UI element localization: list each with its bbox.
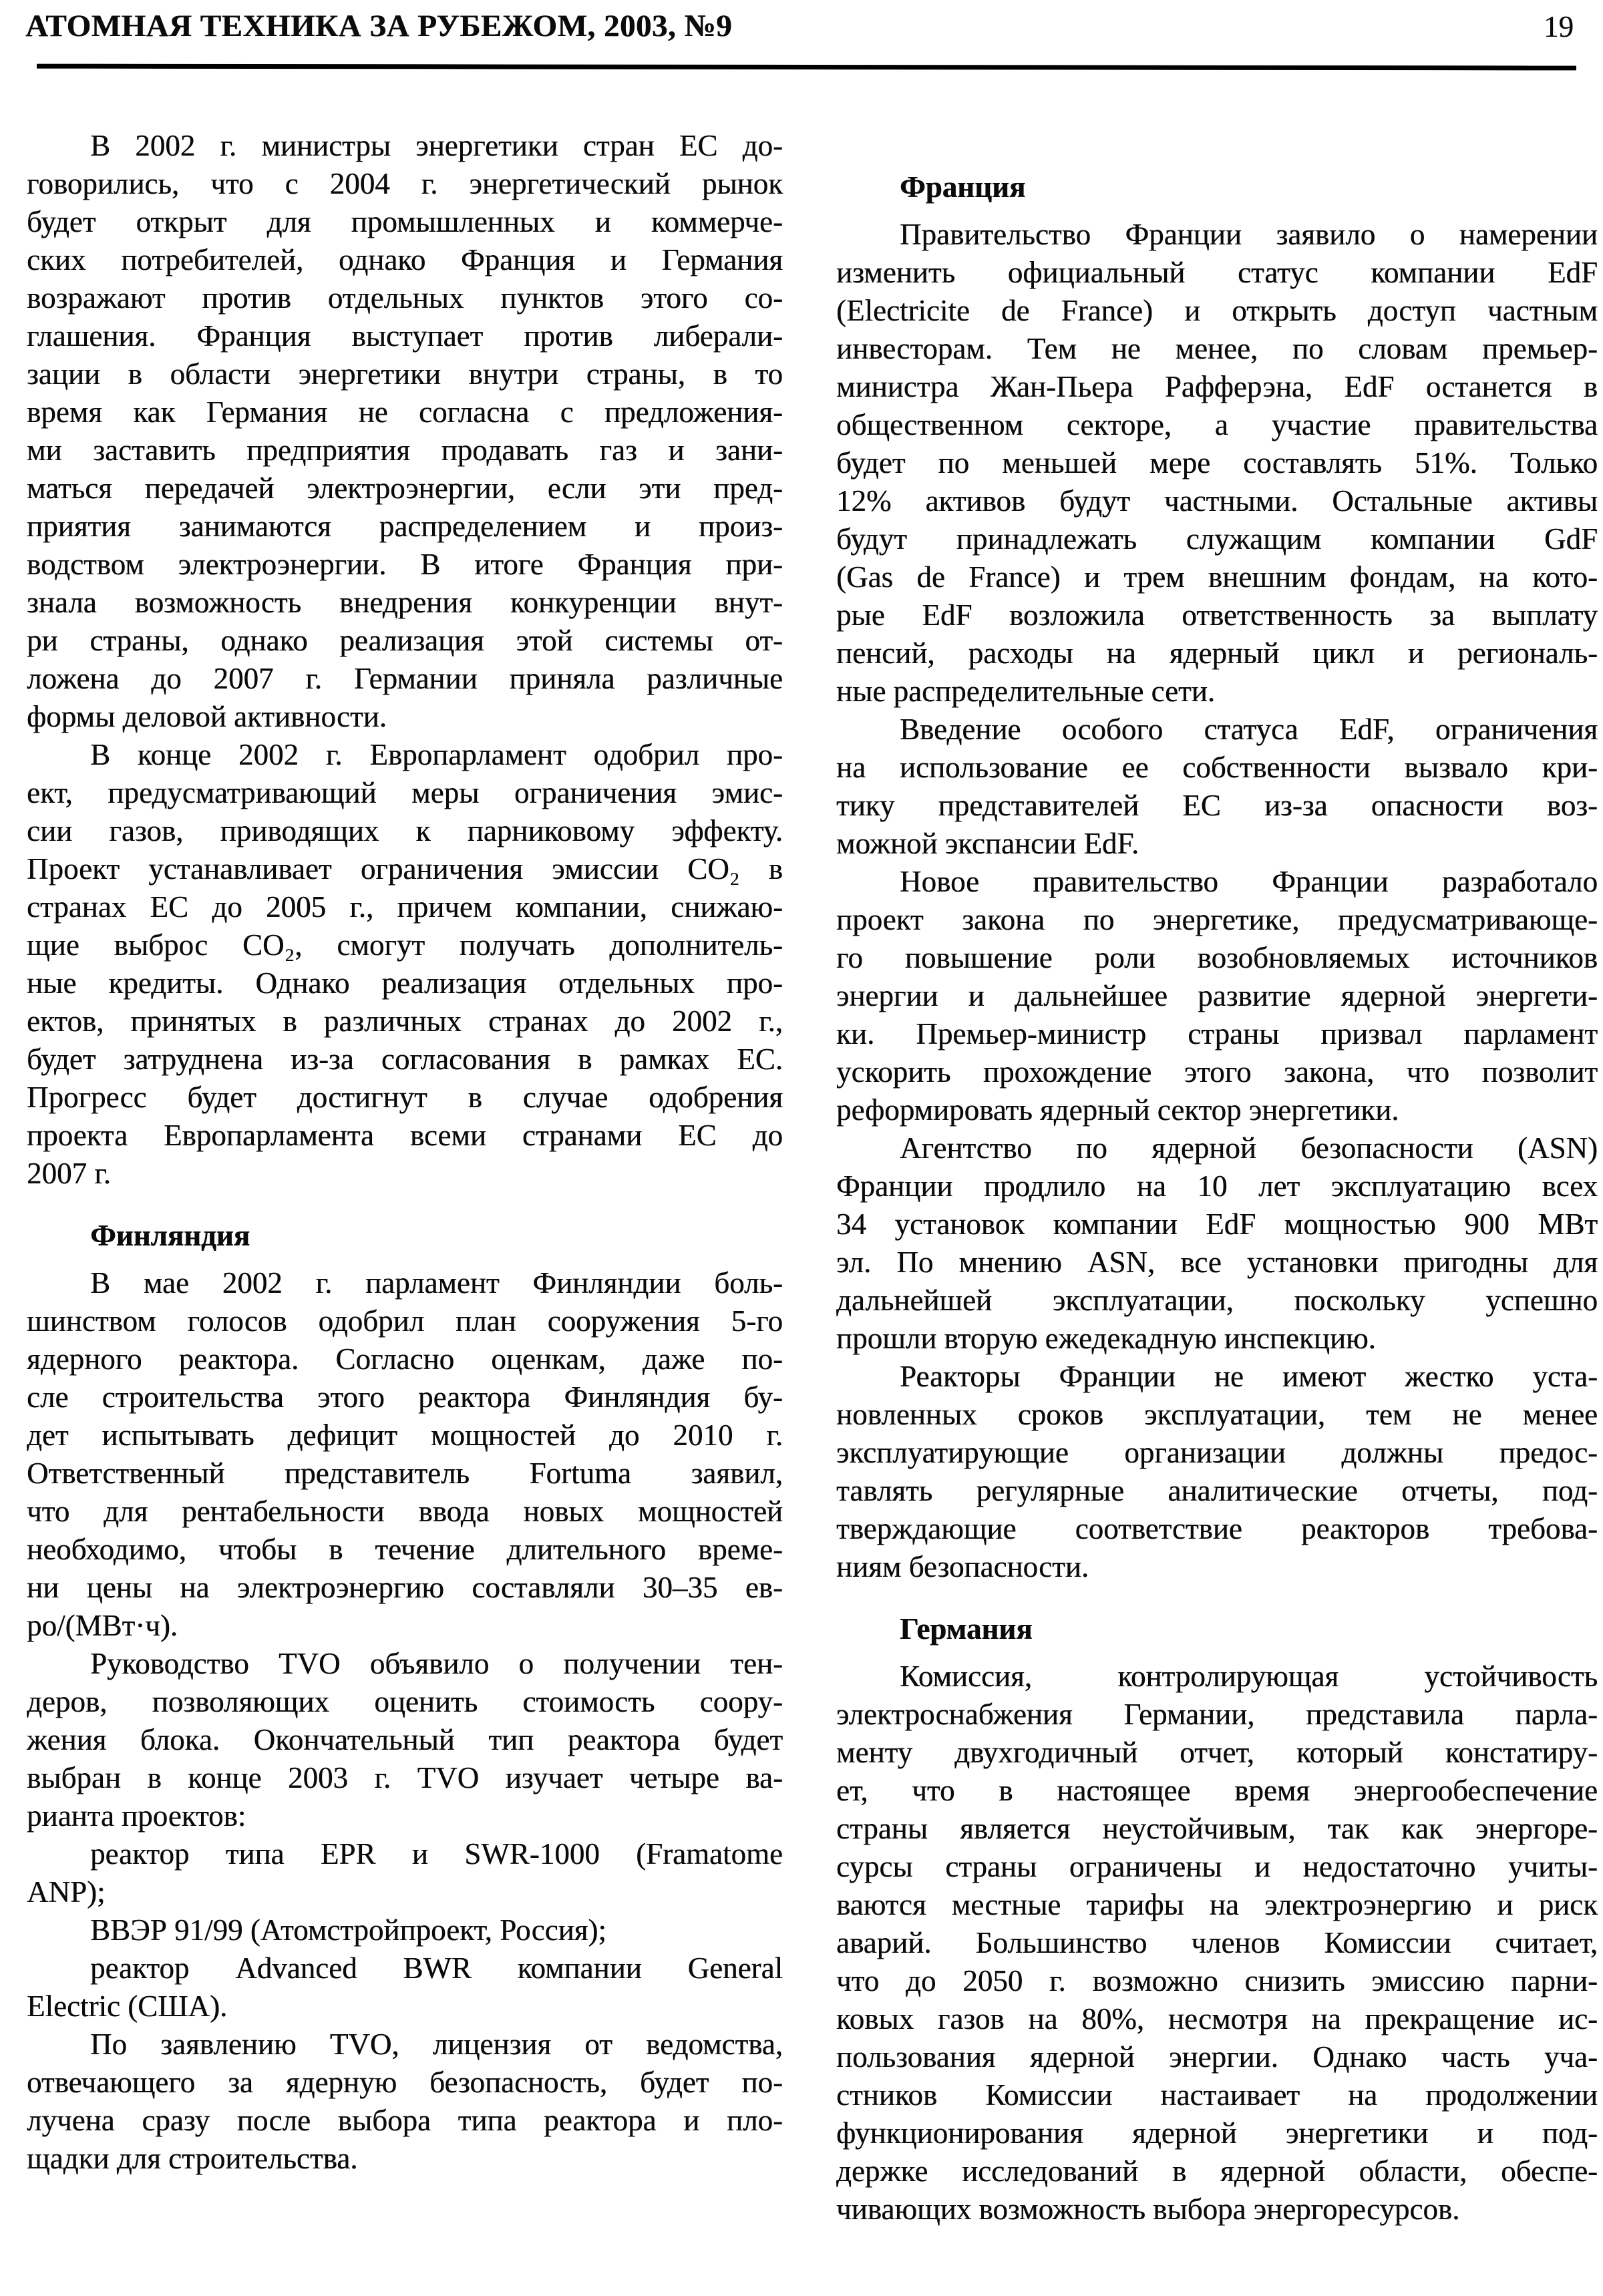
text-line: сии газов, приводящих к парниковому эффекту. [27,814,783,847]
text-line: ектов, принятых в различных странах до 2002 г., [27,1004,783,1038]
text-line: ковых газов на 80%, несмотря на прекращение ис- [836,2002,1598,2036]
paragraph [27,1949,783,2026]
text-line: ниям безопасности. [836,1550,1089,1583]
text-line: будет открыт для промышленных и коммерче- [27,205,783,238]
text-line: Прогресс будет достигнут в случае одобрения [27,1081,783,1114]
text-line: реактор Advanced BWR компании General [90,1951,783,1985]
text-line: эл. По мнению ASN, все установки пригодны для [836,1246,1598,1279]
header-rule [37,64,1576,71]
text-line: функционирования ядерной энергетики и под- [836,2116,1598,2150]
text-line: По заявлению TVO, лицензия от ведомства, [90,2028,783,2061]
section [27,127,783,1193]
text-line: отвечающего за ядерную безопасность, будет по- [27,2066,783,2099]
text-line: Комиссия, контролирующая устойчивость [900,1660,1598,1693]
paragraph [27,2026,783,2178]
paragraph [27,1911,783,1949]
text-line: Новое правительство Франции разработало [900,865,1598,898]
text-line: ет, что в настоящее время энергообеспечение [836,1774,1598,1807]
paragraph [836,1658,1598,2229]
text-line: формы деловой активности. [27,700,387,733]
text-line: электроснабжения Германии, представила парла- [836,1698,1598,1731]
text-line: жения блока. Окончательный тип реактора будет [27,1723,783,1756]
section [836,168,1598,1586]
text-line: Введение особого статуса EdF, ограничения [900,713,1598,746]
journal-title: АТОМНАЯ ТЕХНИКА ЗА РУБЕЖОМ, 2003, №9 [25,9,733,43]
text-line: дальнейшей эксплуатации, поскольку успешно [836,1284,1598,1317]
text-line: ки. Премьер-министр страны призвал парламент [836,1017,1598,1050]
section-heading: Германия [900,1612,1033,1646]
text-line: дет испытывать дефицит мощностей до 2010 г. [27,1418,783,1452]
text-line: ANP); [27,1875,106,1909]
paragraph [836,863,1598,1129]
text-line: общественном секторе, а участие правительства [836,408,1598,441]
text-line: ект, предусматривающий меры ограничения эмис- [27,776,783,809]
text-line: можной экспансии EdF. [836,827,1139,860]
text-line: ро/(МВт·ч). [27,1609,178,1642]
section [836,1610,1598,2229]
section-heading: Франция [900,170,1026,204]
text-line: Руководство TVO объявило о получении тен- [90,1647,783,1680]
text-line: рые EdF возложила ответственность за выплату [836,598,1598,632]
text-line: В конце 2002 г. Европарламент одобрил про- [90,738,783,771]
text-line: реформировать ядерный сектор энергетики. [836,1093,1399,1127]
paragraph [27,1264,783,1645]
text-line: Проект устанавливает ограничения эмиссии CO₂ в [27,852,783,886]
text-line: тверждающие соответствие реакторов требова- [836,1512,1598,1545]
text-line: говорились, что с 2004 г. энергетический рынок [27,167,783,200]
text-line: ских потребителей, однако Франция и Германия [27,243,783,276]
text-line: В мае 2002 г. парламент Финляндии боль- [90,1266,783,1300]
text-line: 34 установок компании EdF мощностью 900 МВт [836,1207,1598,1241]
text-line: водством электроэнергии. В итоге Франция при- [27,548,783,581]
text-line: ные распределительные сети. [836,675,1216,708]
text-line: стников Комиссии настаивает на продолжении [836,2078,1598,2112]
text-line: Electric (США). [27,1989,228,2023]
text-line: глашения. Франция выступает против либерали- [27,319,783,353]
page-number: 19 [1544,10,1574,43]
paragraph [836,216,1598,711]
text-line: аварий. Большинство членов Комиссии считает, [836,1926,1598,1959]
text-line: лучена сразу после выбора типа реактора и пло- [27,2104,783,2137]
paragraph [27,1645,783,1835]
text-line: шинством голосов одобрил план сооружения 5-го [27,1304,783,1338]
text-line: выбран в конце 2003 г. TVO изучает четыре ва- [27,1761,783,1794]
text-line: ные кредиты. Однако реализация отдельных про- [27,966,783,1000]
text-line: проекта Европарламента всеми странами ЕС до [27,1119,783,1152]
text-line: страны является неустойчивым, так как энергоре- [836,1812,1598,1845]
text-line: прошли вторую ежедекадную инспекцию. [836,1322,1376,1355]
text-line: проект закона по энергетике, предусматривающе- [836,903,1598,936]
text-line: (Gas de France) и трем внешним фондам, на кото- [836,560,1598,594]
text-line: ускорить прохождение этого закона, что позволит [836,1055,1598,1089]
text-line: странах ЕС до 2005 г., причем компании, снижаю- [27,890,783,924]
text-line: будет затруднена из-за согласования в рамках ЕС. [27,1042,783,1076]
text-line: энергии и дальнейшее развитие ядерной энергети- [836,979,1598,1012]
text-line: необходимо, чтобы в течение длительного време- [27,1533,783,1566]
text-line: знала возможность внедрения конкуренции внут- [27,586,783,619]
text-line: на использование ее собственности вызвало кри- [836,751,1598,784]
text-line: менту двухгодичный отчет, который констатиру- [836,1736,1598,1769]
text-line: что до 2050 г. возможно снизить эмиссию парни- [836,1964,1598,1997]
text-line: ложена до 2007 г. Германии приняла различные [27,662,783,695]
text-line: В 2002 г. министры энергетики стран ЕС до- [90,129,783,162]
text-line: будут принадлежать служащим компании GdF [836,522,1598,556]
text-line: время как Германия не согласна с предложения- [27,395,783,429]
text-line: будет по меньшей мере составлять 51%. Только [836,446,1598,480]
text-line: Агентство по ядерной безопасности (ASN) [900,1131,1598,1165]
text-line: пенсий, расходы на ядерный цикл и региональ- [836,636,1598,670]
text-line: зации в области энергетики внутри страны, в то [27,357,783,391]
text-line: реактор типа EPR и SWR-1000 (Framatome [90,1837,783,1871]
text-line: (Electricite de France) и открыть доступ частным [836,294,1598,327]
text-line: ни цены на электроэнергию составляли 30–35 ев- [27,1571,783,1604]
text-line: ВВЭР 91/99 (Атомстройпроект, Россия); [90,1913,606,1947]
text-line: эксплуатирующие организации должны предос- [836,1436,1598,1469]
text-line: Реакторы Франции не имеют жестко уста- [900,1360,1598,1393]
left-column [27,127,783,2178]
text-line: щадки для строительства. [27,2142,358,2175]
section-heading: Финляндия [90,1219,250,1252]
text-line: инвесторам. Тем не менее, по словам премьер- [836,332,1598,365]
text-line: тавлять регулярные аналитические отчеты, под- [836,1474,1598,1507]
text-line: 2007 г. [27,1157,111,1190]
paragraph [836,1358,1598,1586]
text-line: Ответственный представитель Fortuma заявил, [27,1457,783,1490]
text-line: сле строительства этого реактора Финляндия бу- [27,1380,783,1414]
text-line: 12% активов будут частными. Остальные активы [836,484,1598,518]
text-line: пользования ядерной энергии. Однако часть уча- [836,2040,1598,2074]
paragraph [836,1129,1598,1358]
text-line: го повышение роли возобновляемых источников [836,941,1598,974]
text-line: ми заставить предприятия продавать газ и зани- [27,433,783,467]
paragraph [27,736,783,1193]
text-line: деров, позволяющих оценить стоимость соору- [27,1685,783,1718]
text-line: сурсы страны ограничены и недостаточно учиты- [836,1850,1598,1883]
text-line: чивающих возможность выбора энергоресурсов. [836,2192,1460,2226]
paragraph [836,711,1598,863]
text-line: изменить официальный статус компании EdF [836,256,1598,289]
text-line: щие выброс CO₂, смогут получать дополнитель- [27,928,783,962]
text-line: Франции продлило на 10 лет эксплуатацию всех [836,1169,1598,1203]
text-line: приятия занимаются распределением и произ- [27,510,783,543]
text-line: рианта проектов: [27,1799,246,1833]
text-line: новленных сроков эксплуатации, тем не менее [836,1398,1598,1431]
text-line: что для рентабельности ввода новых мощностей [27,1495,783,1528]
text-line: возражают против отдельных пунктов этого со- [27,281,783,315]
text-line: держке исследований в ядерной области, обеспе- [836,2154,1598,2188]
paragraph [27,1835,783,1911]
text-line: ядерного реактора. Согласно оценкам, даже по- [27,1342,783,1376]
paragraph [27,127,783,736]
text-line: ваются местные тарифы на электроэнергию и риск [836,1888,1598,1921]
text-line: тику представителей ЕС из-за опасности воз- [836,789,1598,822]
right-column [836,127,1598,2229]
section [27,1217,783,2178]
text-line: маться передачей электроэнергии, если эти пред- [27,471,783,505]
text-line: министра Жан-Пьера Рафферэна, EdF останется в [836,370,1598,403]
text-line: ри страны, однако реализация этой системы от- [27,624,783,657]
text-line: Правительство Франции заявило о намерении [900,218,1598,251]
